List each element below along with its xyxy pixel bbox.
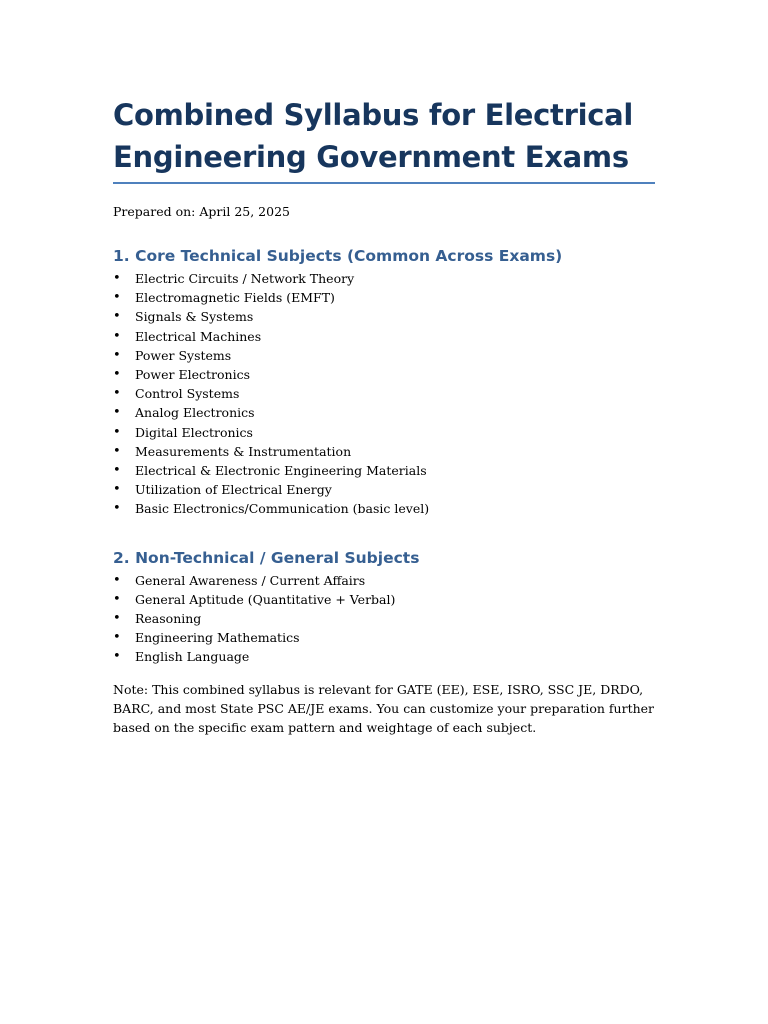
bullet-icon: • — [113, 649, 121, 665]
list-item-label: Reasoning — [135, 611, 202, 627]
bullet-icon: • — [113, 309, 121, 325]
list-item-label: Basic Electronics/Communication (basic level) — [135, 501, 430, 517]
list-item-label: Power Electronics — [135, 367, 250, 383]
list-item-label: Utilization of Electrical Energy — [135, 482, 332, 498]
list-item-label: Digital Electronics — [135, 424, 253, 440]
list-item-label: English Language — [135, 649, 250, 665]
bullet-icon: • — [113, 405, 121, 421]
section-heading-general: 2. Non-Technical / General Subjects — [113, 548, 420, 567]
bullet-icon: • — [113, 443, 121, 459]
bullet-icon: • — [113, 591, 121, 607]
note-paragraph: Note: This combined syllabus is relevant for GATE (EE), ESE, ISRO, SSC JE, DRDO, BARC, and most State PSC AE/JE exams. You can customize your preparation further based on the specific exam pattern and weightage of each subject. — [113, 681, 655, 736]
title-underline — [113, 182, 655, 184]
bullet-icon: • — [113, 328, 121, 344]
bullet-icon: • — [113, 347, 121, 363]
list-item — [113, 628, 658, 647]
list-item-label: General Aptitude (Quantitative + Verbal) — [135, 591, 396, 607]
bullet-icon: • — [113, 630, 121, 646]
bullet-icon: • — [113, 501, 121, 517]
bullet-icon: • — [113, 424, 121, 440]
bullet-icon: • — [113, 572, 121, 588]
list-item — [113, 307, 658, 326]
list-item-label: Electromagnetic Fields (EMFT) — [135, 290, 335, 306]
list-item — [113, 346, 658, 365]
list-item-label: Engineering Mathematics — [135, 630, 300, 646]
list-item-label: Electric Circuits / Network Theory — [135, 271, 355, 286]
bullet-icon: • — [113, 611, 121, 627]
list-item — [113, 609, 658, 628]
document-page — [113, 94, 658, 750]
bullet-icon: • — [113, 367, 121, 383]
list-item-label: Electrical & Electronic Engineering Materials — [135, 463, 427, 479]
list-item — [113, 480, 658, 499]
list-item — [113, 365, 658, 384]
list-item — [113, 269, 658, 288]
list-item-label: Measurements & Instrumentation — [135, 443, 352, 459]
list-item — [113, 288, 658, 307]
list-item — [113, 647, 658, 666]
list-item-label: General Awareness / Current Affairs — [135, 572, 366, 588]
list-item — [113, 499, 658, 518]
list-item-label: Signals & Systems — [135, 309, 254, 325]
list-item-label: Electrical Machines — [135, 328, 262, 344]
list-item-label: Power Systems — [135, 347, 232, 363]
bullet-icon: • — [113, 386, 121, 402]
section-heading-core: 1. Core Technical Subjects (Common Across Exams) — [113, 247, 563, 265]
prepared-date: Prepared on: April 25, 2025 — [113, 204, 290, 219]
bullet-icon: • — [113, 463, 121, 479]
bullet-icon: • — [113, 290, 121, 306]
document-title: Combined Syllabus for Electrical Engineering Government Exams — [113, 98, 634, 174]
list-item — [113, 403, 658, 422]
list-item — [113, 423, 658, 442]
list-item — [113, 461, 658, 480]
list-item — [113, 327, 658, 346]
list-item — [113, 590, 658, 609]
core-subjects-list — [113, 269, 658, 519]
general-subjects-list — [113, 571, 658, 667]
list-item — [113, 442, 658, 461]
list-item-label: Control Systems — [135, 386, 240, 402]
bullet-icon: • — [113, 271, 121, 286]
list-item — [113, 384, 658, 403]
bullet-icon: • — [113, 482, 121, 498]
list-item-label: Analog Electronics — [135, 405, 255, 421]
list-item — [113, 571, 658, 590]
